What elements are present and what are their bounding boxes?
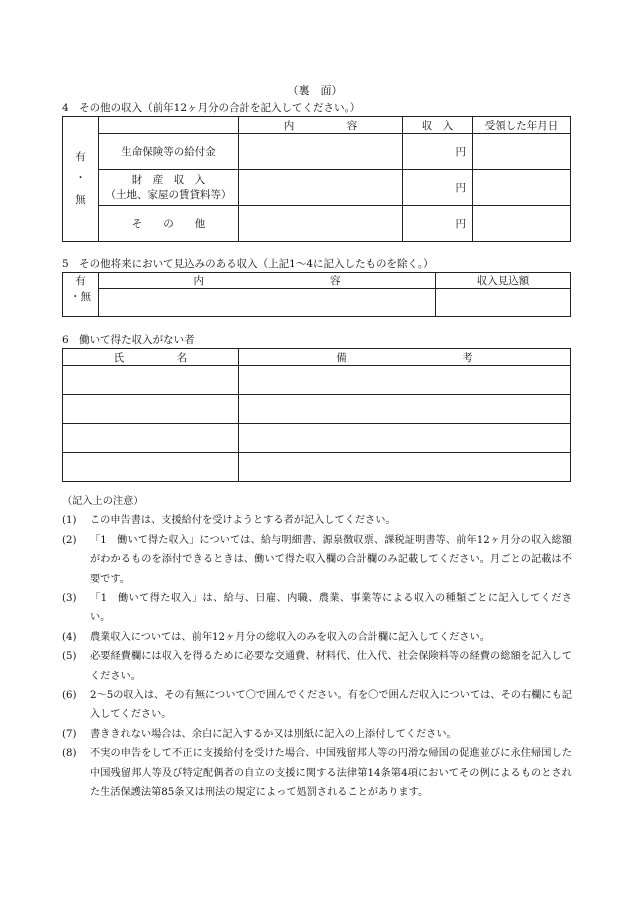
row-income-other[interactable]: 円 bbox=[403, 206, 473, 242]
note-text: 農業収入については、前年12ヶ月分の総収入のみを収入の合計欄に記入してください。 bbox=[90, 631, 490, 643]
note-number: (4) bbox=[62, 631, 77, 643]
future-content-input[interactable] bbox=[99, 289, 436, 317]
name-input-3[interactable] bbox=[63, 424, 239, 453]
row-date-insurance[interactable] bbox=[473, 134, 571, 170]
note-item bbox=[62, 511, 572, 530]
remarks-input-2[interactable] bbox=[239, 395, 571, 424]
note-number: (8) bbox=[62, 748, 77, 760]
header-expected-amount: 収入見込額 bbox=[436, 273, 571, 289]
note-text: 書ききれない場合は、余白に記入するか又は別紙に記入の上添付してください。 bbox=[90, 728, 457, 740]
name-input-4[interactable] bbox=[63, 453, 239, 482]
status-yes: 有 bbox=[75, 151, 86, 164]
status-dot: ・ bbox=[75, 172, 86, 185]
row-date-property[interactable] bbox=[473, 170, 571, 206]
name-input-2[interactable] bbox=[63, 395, 239, 424]
no-earned-income-table bbox=[62, 348, 571, 482]
row-income-insurance[interactable]: 円 bbox=[403, 134, 473, 170]
note-item bbox=[62, 589, 572, 628]
note-number: (7) bbox=[62, 728, 77, 740]
header-blank bbox=[99, 117, 239, 134]
row-label-insurance: 生命保険等の給付金 bbox=[99, 134, 239, 170]
note-text: 2～5の収入は、その有無について〇で囲んでください。有を〇で囲んだ収入については、その右欄にも記入してください。 bbox=[90, 690, 572, 721]
property-income-sublabel: （土地、家屋の賃貸料等） bbox=[105, 188, 232, 201]
notes-section bbox=[62, 492, 572, 803]
property-income-label: 財 産 収 入 bbox=[131, 173, 206, 186]
note-text: 不実の申告をして不正に支援給付を受けた場合、中国残留邦人等の円滑な帰国の促進並びに永住帰国した中国残留邦人等及び特定配偶者の自立の支援に関する法律第14条第4項においてその例によるものとされた生活保護法第85条又は刑法の規定によって処罰されることがあります。 bbox=[90, 748, 572, 799]
header-remarks: 備 考 bbox=[239, 349, 571, 366]
row-label-other: そ の 他 bbox=[99, 206, 239, 242]
header-name: 氏 名 bbox=[63, 349, 239, 366]
section5-status-bottom[interactable]: ・無 bbox=[63, 289, 99, 317]
note-text: 必要経費欄には収入を得るために必要な交通費、材料代、仕入代、社会保険料等の経費の総額を記入してください。 bbox=[90, 651, 572, 682]
note-number: (2) bbox=[62, 534, 77, 546]
header-future-content: 内 容 bbox=[99, 273, 436, 289]
note-item bbox=[62, 628, 572, 647]
header-received-date: 受領した年月日 bbox=[473, 117, 571, 134]
note-number: (5) bbox=[62, 651, 77, 663]
note-number: (6) bbox=[62, 690, 77, 702]
section4-title: 4 その他の収入（前年12ヶ月分の合計を記入してください。） bbox=[62, 102, 361, 114]
remarks-input-3[interactable] bbox=[239, 424, 571, 453]
note-item bbox=[62, 531, 572, 589]
page-header: （裏 面） bbox=[287, 84, 343, 97]
notes-heading: （記入上の注意） bbox=[62, 496, 144, 507]
note-text: この申告書は、支援給付を受けようとする者が記入してください。 bbox=[90, 515, 396, 527]
note-text: 「1 働いて得た収入」については、給与明細書、源泉徴収票、課税証明書等、前年12ヶ月分の収入総額がわかるものを添付できるときは、働いて得た収入欄の合計欄のみ記載してください。月ごとの記載は不要です。 bbox=[90, 534, 572, 585]
expected-amount-input[interactable] bbox=[436, 289, 571, 317]
note-item bbox=[62, 647, 572, 686]
header-content: 内 容 bbox=[239, 117, 403, 134]
remarks-input-1[interactable] bbox=[239, 366, 571, 395]
name-input-1[interactable] bbox=[63, 366, 239, 395]
row-content-other[interactable] bbox=[239, 206, 403, 242]
section6-title: 6 働いて得た収入がない者 bbox=[62, 334, 195, 346]
note-text: 「1 働いて得た収入」は、給与、日雇、内職、農業、事業等による収入の種類ごとに記入してください。 bbox=[90, 593, 572, 624]
note-number: (3) bbox=[62, 593, 77, 605]
section5-status-top[interactable]: 有 bbox=[63, 273, 99, 289]
status-no: 無 bbox=[75, 193, 86, 206]
future-income-table bbox=[62, 272, 571, 317]
section5-title: 5 その他将来において見込みのある収入（上記1～4に記入したものを除く。） bbox=[62, 258, 434, 270]
note-item bbox=[62, 725, 572, 744]
other-income-table bbox=[62, 116, 571, 242]
row-label-property bbox=[99, 170, 239, 206]
header-income: 収 入 bbox=[403, 117, 473, 134]
section4-status-cell[interactable] bbox=[63, 117, 99, 242]
row-content-property[interactable] bbox=[239, 170, 403, 206]
remarks-input-4[interactable] bbox=[239, 453, 571, 482]
note-item bbox=[62, 686, 572, 725]
row-income-property[interactable]: 円 bbox=[403, 170, 473, 206]
note-number: (1) bbox=[62, 515, 77, 527]
note-item bbox=[62, 744, 572, 802]
row-content-insurance[interactable] bbox=[239, 134, 403, 170]
row-date-other[interactable] bbox=[473, 206, 571, 242]
